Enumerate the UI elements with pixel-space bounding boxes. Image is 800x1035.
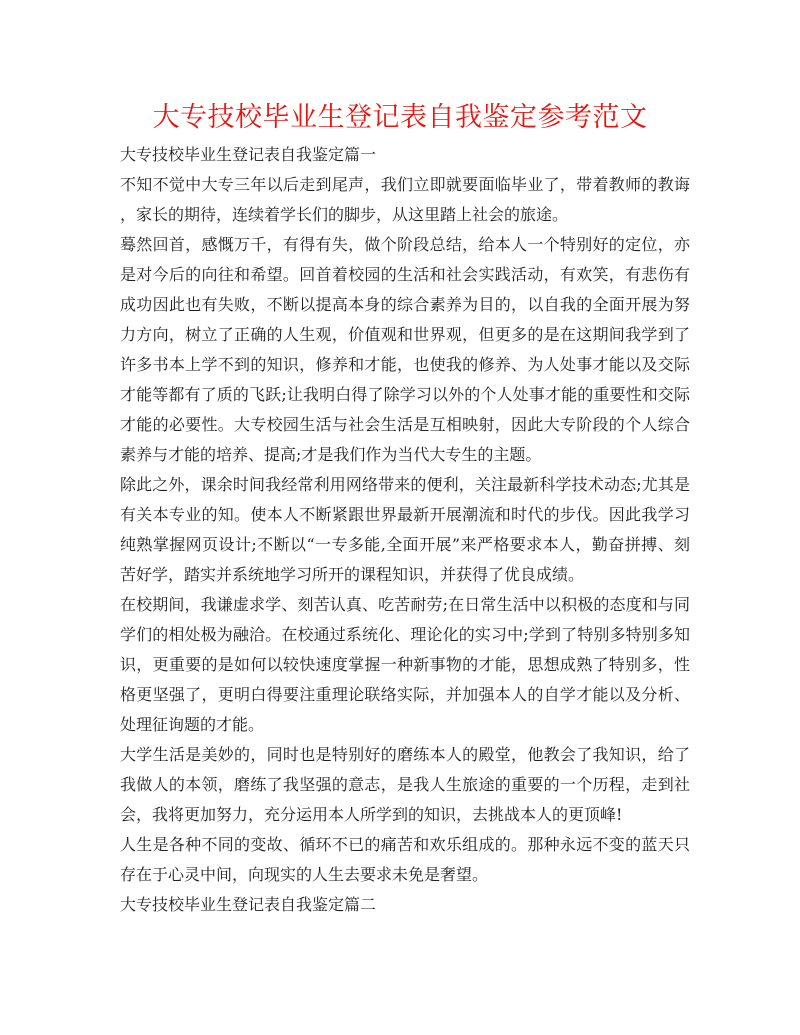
- document-body: [120, 140, 690, 920]
- body-line: 大学生活是美妙的，同时也是特别好的磨练本人的殿堂，他教会了我知识，给了: [120, 745, 690, 764]
- body-line: 才能等都有了质的飞跃;让我明白得了除学习以外的个人处事才能的重要性和交际: [120, 385, 690, 404]
- body-line: 力方向，树立了正确的人生观，价值观和世界观，但更多的是在这期间我学到了: [120, 325, 690, 344]
- body-line: 存在于心灵中间，向现实的人生去要求未免是奢望。: [120, 865, 489, 884]
- body-line: 不知不觉中大专三年以后走到尾声，我们立即就要面临毕业了，带着教师的教诲: [120, 175, 690, 194]
- body-line: 成功因此也有失败，不断以提高本身的综合素养为目的，以自我的全面开展为努: [120, 295, 690, 314]
- body-line: 学们的相处极为融洽。在校通过系统化、理论化的实习中;学到了特别多特别多知: [120, 625, 690, 644]
- body-line: 人生是各种不同的变故、循环不已的痛苦和欢乐组成的。那种永远不变的蓝天只: [120, 835, 690, 854]
- body-line: 是对今后的向往和希望。回首着校园的生活和社会实践活动，有欢笑，有悲伤有: [120, 265, 690, 284]
- body-line: 会，我将更加努力，充分运用本人所学到的知识，去挑战本人的更顶峰!: [120, 805, 623, 824]
- body-line: 在校期间，我谦虚求学、刻苦认真、吃苦耐劳;在日常生活中以积极的态度和与同: [120, 595, 690, 614]
- body-line: 许多书本上学不到的知识，修养和才能，也使我的修养、为人处事才能以及交际: [120, 355, 690, 374]
- section-heading-2: 大专技校毕业生登记表自我鉴定篇二: [120, 895, 377, 914]
- body-line: 纯熟掌握网页设计;不断以“一专多能,全面开展”来严格要求本人，勤奋拼搏、刻: [120, 535, 690, 554]
- section-heading-1: 大专技校毕业生登记表自我鉴定篇一: [120, 145, 377, 164]
- body-line: 有关本专业的知。使本人不断紧跟世界最新开展潮流和时代的步伐。因此我学习: [120, 505, 690, 524]
- body-line: 处理征询题的才能。: [120, 715, 265, 734]
- body-line: 识，更重要的是如何以较快速度掌握一种新事物的才能，思想成熟了特别多，性: [120, 655, 690, 674]
- body-line: 蓦然回首，感慨万千，有得有失，做个阶段总结，给本人一个特别好的定位，亦: [120, 235, 690, 254]
- body-line: 格更坚强了，更明白得要注重理论联络实际，并加强本人的自学才能以及分析、: [120, 685, 690, 704]
- body-line: ，家长的期待，连续着学长们的脚步，从这里踏上社会的旅途。: [120, 205, 569, 224]
- document-title: 大专技校毕业生登记表自我鉴定参考范文: [152, 102, 648, 133]
- body-line: 素养与才能的培养、提高;才是我们作为当代大专生的主题。: [120, 445, 542, 464]
- body-line: 除此之外，课余时间我经常利用网络带来的便利，关注最新科学技术动态;尤其是: [120, 475, 690, 494]
- body-line: 我做人的本领，磨练了我坚强的意志，是我人生旅途的重要的一个历程，走到社: [120, 775, 690, 794]
- body-line: 苦好学，踏实并系统地学习所开的课程知识，并获得了优良成绩。: [120, 565, 585, 584]
- body-line: 才能的必要性。大专校园生活与社会生活是互相映射，因此大专阶段的个人综合: [120, 415, 690, 434]
